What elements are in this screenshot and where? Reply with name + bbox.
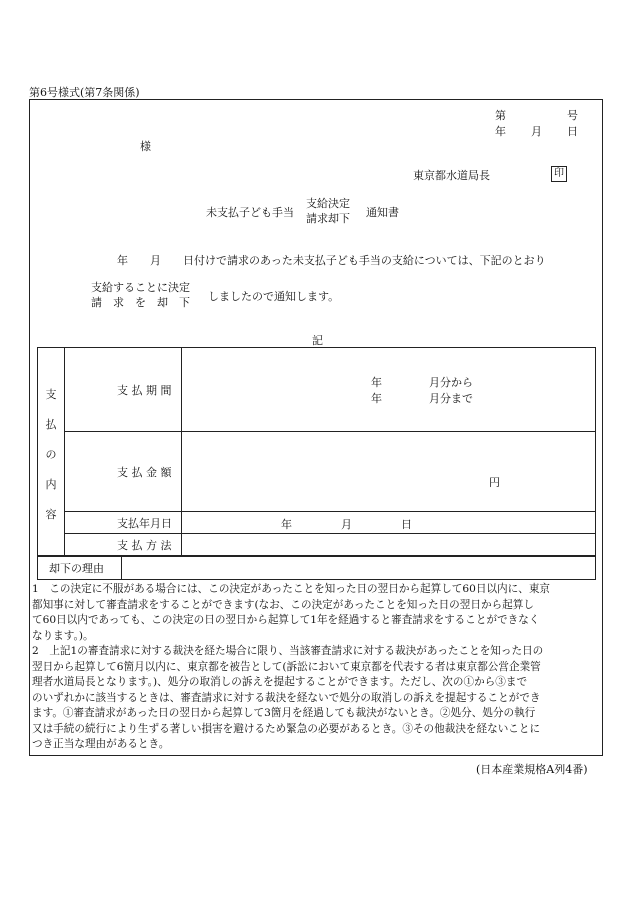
vlabel-4: 内 <box>45 477 57 491</box>
payment-date-label: 支払年月日 <box>65 512 182 534</box>
note-2-line-1: 2 上記1の審査請求に対する裁決を経た場合に限り、当該審査請求に対する裁決があったことを知った日の <box>32 645 544 657</box>
payment-amount-label: 支 払 金 額 <box>65 432 182 512</box>
note-2-line-3: 理者水道局長となります。)、処分の取消しの訴えを提起することができます。ただし、次の①から③まで <box>32 676 528 688</box>
payment-details-table <box>37 347 596 556</box>
amount-unit: 円 <box>489 476 500 489</box>
vlabel-5: 容 <box>45 507 57 521</box>
period-to-year: 年 <box>371 392 382 405</box>
number-prefix: 第 <box>495 109 506 122</box>
payment-period-field[interactable] <box>182 348 596 432</box>
notice-title: 未支払子ども手当 <box>206 206 294 219</box>
pay-date-day: 日 <box>401 518 412 531</box>
note-2-line-2: 翌日から起算して6箇月以内に、東京都を被告として(訴訟において東京都を代表する者は東京都公営企業管 <box>32 660 541 673</box>
vlabel-1: 支 <box>45 387 57 401</box>
addressee-suffix: 様 <box>140 140 151 153</box>
note-1-line-1: 1 この決定に不服がある場合には、この決定があったことを知った日の翌日から起算して60日以内に、東京 <box>32 583 551 595</box>
body-option-grant: 支給することに決定 <box>91 281 190 294</box>
rejection-reason-label: 却下の理由 <box>38 557 122 580</box>
note-2-line-5: ます。①審査請求があった日の翌日から起算して3箇月を経過しても裁決がないとき。②処分、処分の執行 <box>32 707 536 719</box>
note-2-line-6: 又は手続の続行により生ずる著しい損害を避けるため緊急の必要があるとき。③その他裁決を経ないことに <box>32 722 541 735</box>
pay-date-month: 月 <box>341 518 352 531</box>
body-year: 年 <box>117 254 128 267</box>
paper-size-footer: (日本産業規格A列4番) <box>476 763 588 776</box>
body-line-2: しましたので通知します。 <box>208 290 340 303</box>
title-option-grant: 支給決定 <box>306 197 350 210</box>
note-1 <box>33 582 601 644</box>
body-line-1: 日付けで請求のあった未支払子ども手当の支給については、下記のとおり <box>183 254 546 267</box>
pay-date-year: 年 <box>281 518 292 531</box>
note-2-line-4: のいずれかに該当するときは、審査請求に対する裁決を経ないで処分の取消しの訴えを提起することができ <box>32 691 541 704</box>
period-to-text: 月分まで <box>429 392 473 405</box>
body-month: 月 <box>150 254 161 267</box>
payment-date-field[interactable] <box>182 512 596 534</box>
rejection-reason-field[interactable] <box>122 557 596 580</box>
vlabel-2: 払 <box>45 417 57 431</box>
sender-name: 東京都水道局長 <box>413 169 490 182</box>
note-1-line-3: て60日以内であっても、この決定の日の翌日から起算して1年を経過すると審査請求をすることができなく <box>32 614 540 626</box>
note-1-line-2: 都知事に対して審査請求をすることができます(なお、この決定があったことを知った日の翌日から起算し <box>32 598 534 611</box>
notice-title-suffix: 通知書 <box>366 206 399 219</box>
notice-title-options <box>306 196 350 226</box>
payment-period-label: 支 払 期 間 <box>65 348 182 432</box>
body-options <box>91 280 190 310</box>
payment-amount-field[interactable] <box>182 432 596 512</box>
rejection-reason-table <box>37 556 596 580</box>
form-title: 第6号様式(第7条関係) <box>29 86 140 99</box>
payment-content-vertical-label <box>38 348 65 556</box>
title-option-reject: 請求却下 <box>306 212 350 225</box>
date-year: 年 <box>495 125 506 138</box>
date-day: 日 <box>567 125 578 138</box>
note-2 <box>33 644 601 753</box>
note-1-line-4: なります。)。 <box>32 629 94 642</box>
payment-method-label: 支 払 方 法 <box>65 534 182 556</box>
note-2-line-7: つき正当な理由があるとき。 <box>32 738 170 750</box>
vlabel-3: の <box>45 447 57 461</box>
body-option-reject: 請 求 を 却 下 <box>91 296 190 309</box>
seal-mark: 印 <box>551 166 567 182</box>
ki-heading: 記 <box>312 334 323 347</box>
payment-method-field[interactable] <box>182 534 596 556</box>
date-month: 月 <box>531 125 542 138</box>
period-from-year: 年 <box>371 376 382 389</box>
number-suffix: 号 <box>567 109 578 122</box>
period-from-text: 月分から <box>429 376 473 389</box>
